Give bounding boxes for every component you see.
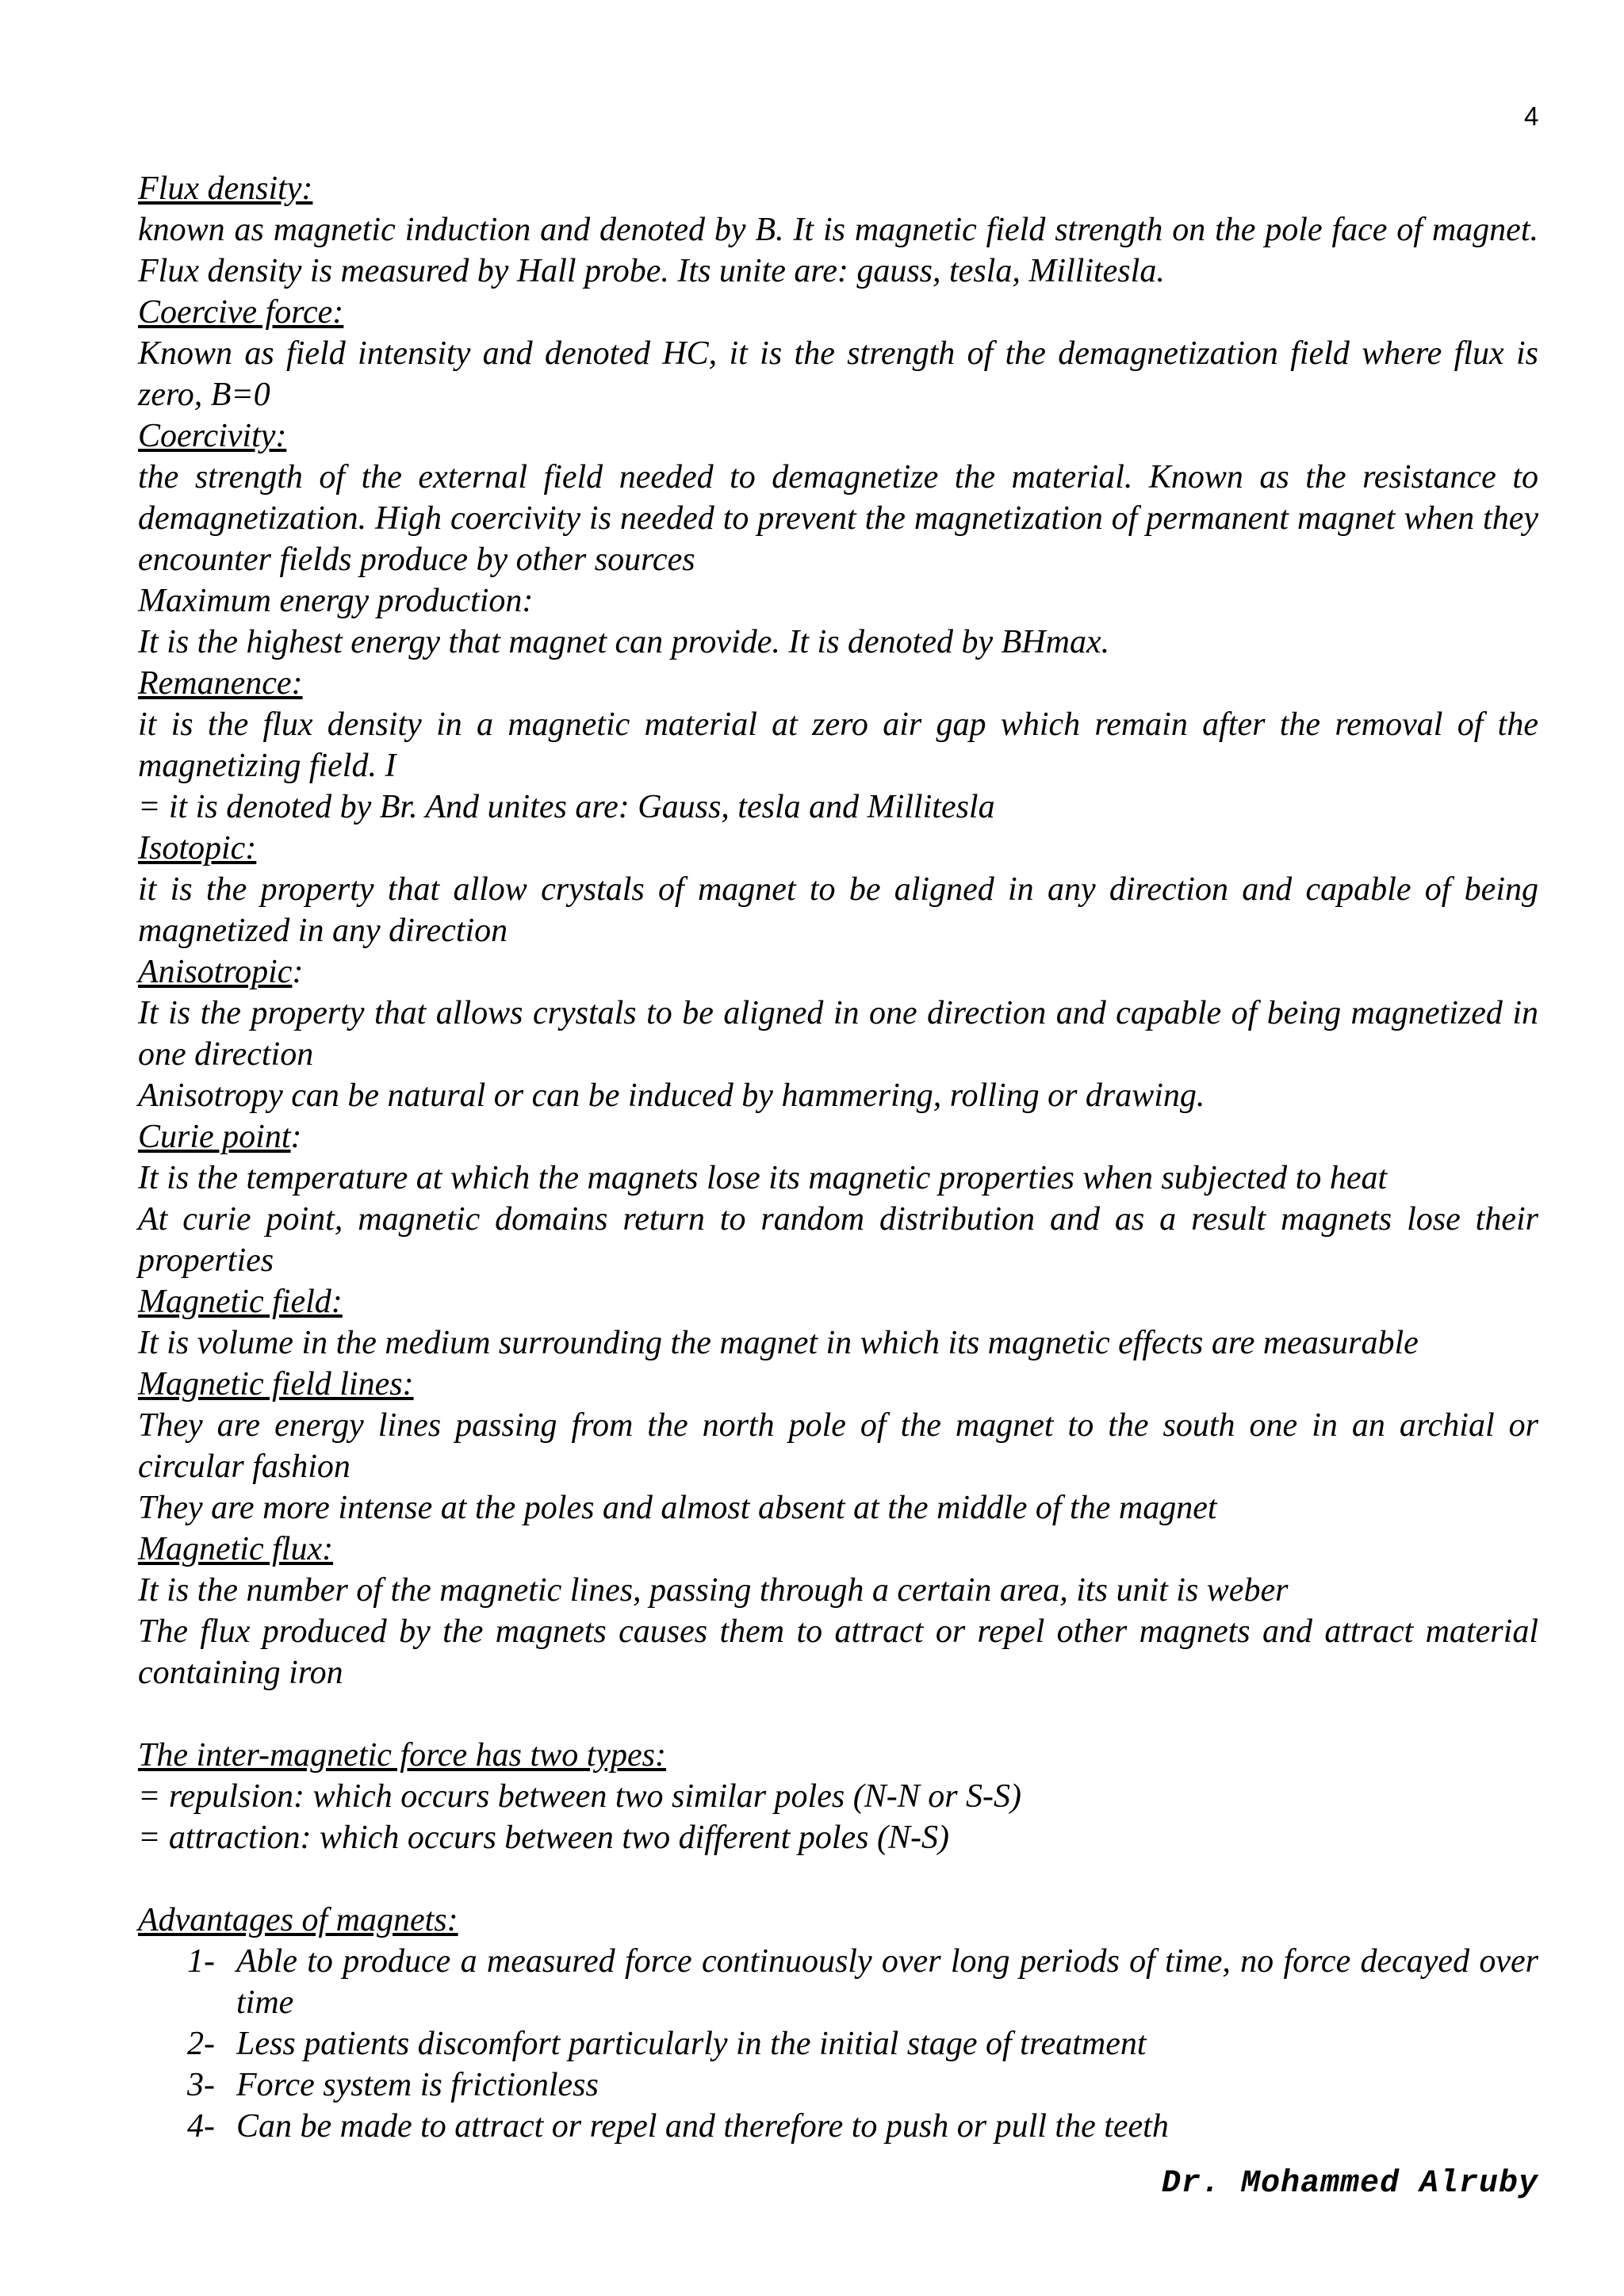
section-title: Magnetic field: (138, 1284, 343, 1320)
section-heading (138, 415, 1538, 457)
item-text: Less patients discomfort particularly in the initial stage of treatment (236, 2026, 1147, 2062)
section-heading (138, 580, 1538, 622)
section-heading (138, 828, 1538, 869)
force-type-item: = attraction: which occurs between two different poles (N-S) (138, 1820, 949, 1856)
section-title: Anisotropic (138, 954, 293, 990)
section-heading (138, 1529, 1538, 1570)
section-title-suffix: : (292, 954, 304, 990)
section-title-suffix: : (290, 1119, 302, 1155)
section-text: It is volume in the medium surrounding the magnet in which its magnetic effects are measurable (138, 1325, 1419, 1361)
document-body (138, 168, 1538, 2147)
item-number: 4- (187, 2108, 215, 2145)
section-title: Flux density: (138, 170, 313, 207)
section-text: At curie point, magnetic domains return to random distribution and as a result magnets lose their properties (138, 1201, 1538, 1279)
section-heading (138, 1116, 1538, 1158)
section-title: Isotopic: (138, 830, 257, 867)
spacer (138, 1858, 1538, 1900)
item-text: Can be made to attract or repel and therefore to push or pull the teeth (236, 2108, 1169, 2145)
author-signature: Dr. Mohammed Alruby (1161, 2166, 1538, 2202)
section-text: It is the property that allows crystals to be aligned in one direction and capable of being magnetized in one direction (138, 995, 1538, 1073)
section-text: They are more intense at the poles and almost absent at the middle of the magnet (138, 1490, 1217, 1526)
section-text: the strength of the external field needed to demagnetize the material. Known as the resistance to demagnetization. High coercivity is needed to prevent the magnetization of permanent magnet when they encounter fields produce by other sources (138, 459, 1538, 578)
section-heading (138, 292, 1538, 333)
section-heading (138, 663, 1538, 704)
section-text: They are energy lines passing from the north pole of the magnet to the south one in an archial or circular fashion (138, 1407, 1538, 1485)
section-title: Coercive force: (138, 294, 344, 331)
section-title: Remanence: (138, 665, 303, 702)
section-title: Coercivity: (138, 418, 287, 454)
section-text: it is the property that allow crystals of magnet to be aligned in any direction and capable of being magnetized in any direction (138, 871, 1538, 949)
section-heading (138, 1364, 1538, 1405)
advantage-item (138, 2106, 1538, 2147)
section-title: Curie point (138, 1119, 291, 1155)
section-text: known as magnetic induction and denoted by B. It is magnetic field strength on the pole face of magnet. Flux density is measured by Hall probe. Its unite are: gauss, tesla, Millitesla. (138, 212, 1538, 289)
advantage-item (138, 2064, 1538, 2106)
section-text: It is the number of the magnetic lines, passing through a certain area, its unit is weber (138, 1572, 1289, 1609)
advantage-item (138, 2023, 1538, 2064)
section-text: It is the temperature at which the magnets lose its magnetic properties when subjected to heat (138, 1160, 1388, 1196)
section-title: Magnetic field lines: (138, 1366, 414, 1402)
section-text: Known as field intensity and denoted HC, it is the strength of the demagnetization field where flux is zero, B=0 (138, 335, 1538, 413)
spacer (138, 1693, 1538, 1735)
item-number: 2- (187, 2026, 215, 2062)
section-heading (138, 1281, 1538, 1322)
force-types-heading: The inter-magnetic force has two types: (138, 1737, 666, 1774)
item-number: 3- (187, 2067, 215, 2103)
item-number: 1- (187, 1943, 215, 1980)
advantage-item (138, 1941, 1538, 2023)
item-text: Force system is frictionless (236, 2067, 599, 2103)
advantages-list (138, 1941, 1538, 2147)
section-title: Maximum energy production: (138, 583, 534, 619)
section-title: Magnetic flux: (138, 1531, 334, 1567)
section-text: it is the flux density in a magnetic material at zero air gap which remain after the removal of the magnetizing field. I (138, 706, 1538, 784)
section-text: The flux produced by the magnets causes them to attract or repel other magnets and attract material containing iron (138, 1613, 1538, 1691)
advantages-heading: Advantages of magnets: (138, 1902, 458, 1938)
page-number: 4 (1524, 101, 1539, 131)
section-heading (138, 168, 1538, 209)
force-type-item: = repulsion: which occurs between two similar poles (N-N or S-S) (138, 1778, 1022, 1815)
section-text: It is the highest energy that magnet can provide. It is denoted by BHmax. (138, 624, 1110, 660)
section-heading (138, 951, 1538, 993)
definitions-list (138, 168, 1538, 1693)
section-text: = it is denoted by Br. And unites are: Gauss, tesla and Millitesla (138, 789, 995, 825)
section-text: Anisotropy can be natural or can be induced by hammering, rolling or drawing. (138, 1077, 1205, 1114)
item-text: Able to produce a measured force continuously over long periods of time, no force decayed over time (236, 1943, 1538, 2021)
